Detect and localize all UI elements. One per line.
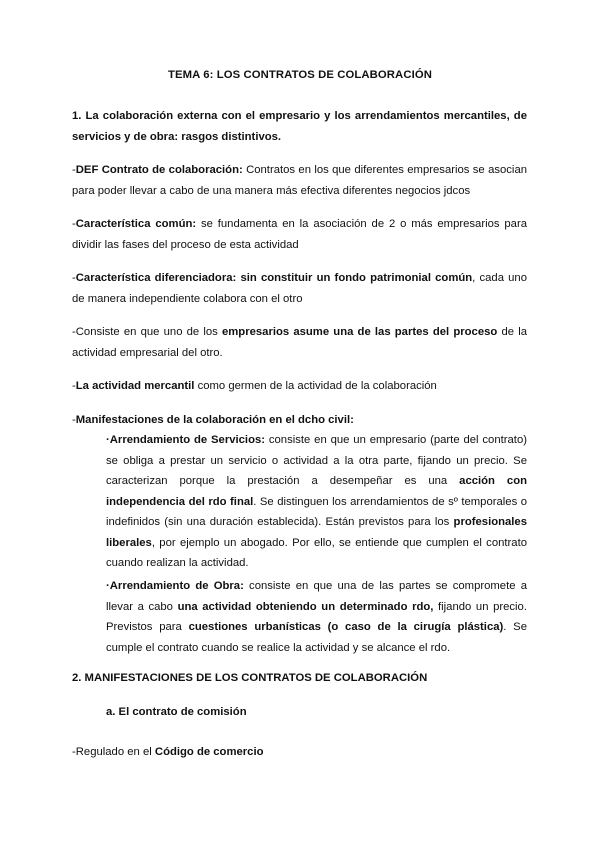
page-title: TEMA 6: LOS CONTRATOS DE COLABORACIÓN	[168, 69, 432, 81]
consiste-paragraph	[72, 322, 527, 363]
manifestaciones-prefix: -	[72, 414, 76, 426]
def-text: Contratos en los que diferentes empresarios se asocian para poder llevar a cabo de una manera más efectiva diferentes negocios jdcos	[72, 164, 528, 197]
servicios-paragraph	[106, 430, 527, 574]
comun-prefix: -	[72, 218, 76, 230]
servicios-text-2: . Se distinguen los arrendamientos de sº temporales o indefinidos (sin una duración establecida). Están previstos para los	[106, 495, 527, 528]
mercantil-text: como germen de la actividad de la colaboración	[194, 380, 437, 392]
mercantil-label: La actividad mercantil	[75, 380, 195, 392]
section-2-heading: 2. MANIFESTACIONES DE LOS CONTRATOS DE COLABORACIÓN	[72, 672, 428, 684]
servicios-emphasis-1: acción con independencia del rdo final	[106, 475, 528, 508]
regulado-emphasis: Código de comercio	[154, 746, 264, 758]
def-paragraph	[72, 160, 527, 201]
mercantil-paragraph	[72, 376, 527, 397]
section-1-heading: 1. La colaboración externa con el empresario y los arrendamientos mercantiles, de servicios y de obra: rasgos distintivos.	[72, 110, 527, 143]
obra-text-3: . Se cumple el contrato cuando se realice la actividad y se alcance el rdo.	[106, 621, 527, 654]
servicios-text-3: , por ejemplo un abogado. Por ello, se entiende que cumplen el contrato cuando realizan la actividad.	[106, 536, 527, 569]
servicios-label: ·Arrendamiento de Servicios:	[106, 434, 266, 446]
regulado-text: -Regulado en el	[72, 746, 155, 758]
consiste-emphasis: empresarios asume una de las partes del proceso	[221, 326, 498, 338]
obra-text-1: consiste en que una de las partes se compromete a llevar a cabo	[106, 580, 528, 613]
diferenciadora-emphasis: sin constituir un fondo patrimonial común	[240, 272, 473, 284]
regulado-paragraph	[72, 742, 527, 763]
obra-emphasis-2: cuestiones urbanísticas (o caso de la cirugía plástica)	[188, 621, 504, 633]
obra-label: ·Arrendamiento de Obra:	[106, 580, 244, 592]
diferenciadora-label: Característica diferenciadora:	[75, 272, 237, 284]
mercantil-prefix: -	[72, 380, 76, 392]
comun-text: se fundamenta en la asociación de 2 o más empresarios para dividir las fases del proceso de esta actividad	[72, 218, 527, 251]
manifestaciones-paragraph	[72, 410, 527, 431]
subsection-a-heading: a. El contrato de comisión	[106, 706, 247, 718]
comun-label: Característica común:	[75, 218, 197, 230]
servicios-text-1: consiste en que un empresario (parte del contrato) se obliga a prestar un servicio o actividad a la otra parte, fijando un precio. Se caracterizan porque la prestación a desempeñar es una	[106, 434, 527, 487]
consiste-text-2: de la actividad empresarial del otro.	[72, 326, 527, 359]
diferenciadora-paragraph	[72, 268, 527, 309]
obra-emphasis-1: una actividad obteniendo un determinado rdo,	[177, 600, 434, 613]
comun-paragraph	[72, 214, 527, 255]
def-prefix: -	[72, 164, 76, 176]
obra-text-2: fijando un precio. Previstos para	[106, 600, 527, 633]
diferenciadora-prefix: -	[72, 272, 76, 284]
diferenciadora-text: , cada uno de manera independiente colabora con el otro	[72, 272, 527, 305]
def-label: DEF Contrato de colaboración:	[75, 164, 243, 176]
obra-paragraph	[106, 576, 527, 658]
servicios-emphasis-2: profesionales liberales	[106, 516, 527, 549]
consiste-text-1: -Consiste en que uno de los	[72, 326, 222, 338]
manifestaciones-label: Manifestaciones de la colaboración en el dcho civil:	[75, 414, 354, 426]
